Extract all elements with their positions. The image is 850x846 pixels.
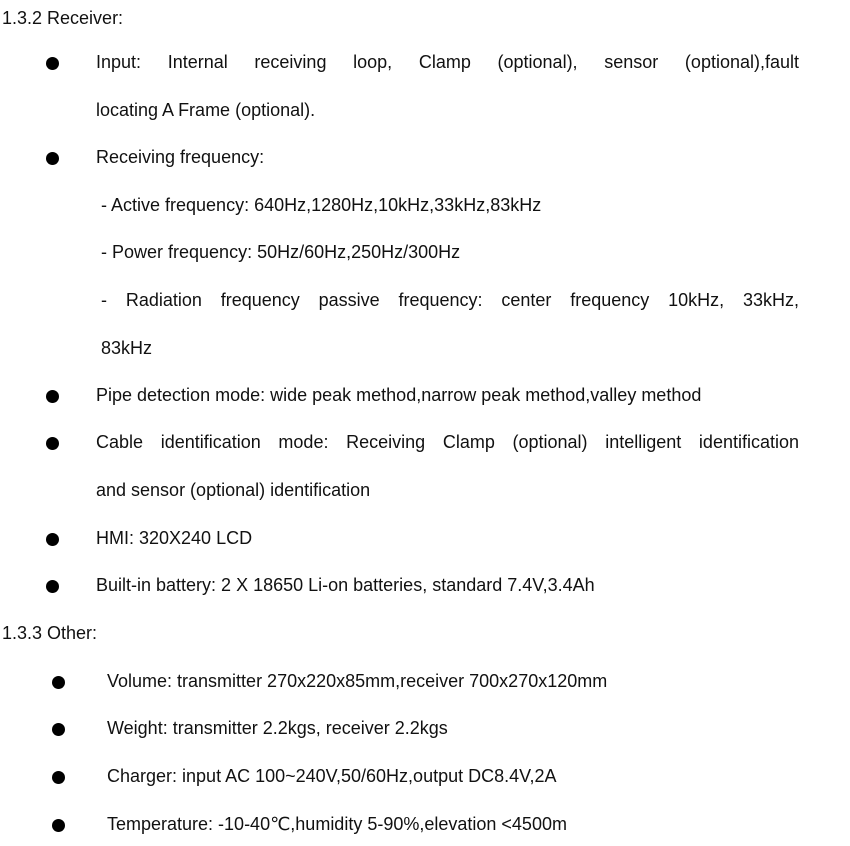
temperature-spec: Temperature: -10-40℃,humidity 5-90%,elevation <4500m — [107, 814, 567, 834]
cable-identification-line2: and sensor (optional) identification — [96, 480, 371, 500]
volume-spec: Volume: transmitter 270x220x85mm,receiver 700x270x120mm — [107, 671, 608, 691]
radiation-frequency-line2: 83kHz — [101, 338, 153, 358]
bullet-icon — [52, 819, 65, 832]
radiation-frequency-line1: - Radiation frequency passive frequency: center frequency 10kHz, 33kHz, — [101, 290, 799, 310]
bullet-icon — [52, 723, 65, 736]
bullet-icon — [46, 580, 59, 593]
bullet-icon — [46, 390, 59, 403]
battery-spec: Built-in battery: 2 X 18650 Li-on batteries, standard 7.4V,3.4Ah — [96, 575, 595, 595]
section-heading-other: 1.3.3 Other: — [2, 623, 98, 643]
charger-spec: Charger: input AC 100~240V,50/60Hz,output DC8.4V,2A — [107, 766, 557, 786]
bullet-icon — [46, 437, 59, 450]
bullet-icon — [46, 57, 59, 70]
bullet-icon — [46, 533, 59, 546]
receiving-frequency-label: Receiving frequency: — [96, 147, 265, 167]
power-frequency-line: - Power frequency: 50Hz/60Hz,250Hz/300Hz — [101, 242, 461, 262]
input-spec-line1: Input: Internal receiving loop, Clamp (optional), sensor (optional),fault — [96, 52, 799, 72]
pipe-detection-mode: Pipe detection mode: wide peak method,narrow peak method,valley method — [96, 385, 702, 405]
cable-identification-line1: Cable identification mode: Receiving Clamp (optional) intelligent identification — [96, 432, 799, 452]
input-spec-line2: locating A Frame (optional). — [96, 100, 316, 120]
bullet-icon — [52, 771, 65, 784]
bullet-icon — [46, 152, 59, 165]
section-heading-receiver: 1.3.2 Receiver: — [2, 8, 124, 28]
active-frequency-line: - Active frequency: 640Hz,1280Hz,10kHz,33kHz,83kHz — [101, 195, 542, 215]
weight-spec: Weight: transmitter 2.2kgs, receiver 2.2kgs — [107, 718, 448, 738]
hmi-spec: HMI: 320X240 LCD — [96, 528, 253, 548]
bullet-icon — [52, 676, 65, 689]
